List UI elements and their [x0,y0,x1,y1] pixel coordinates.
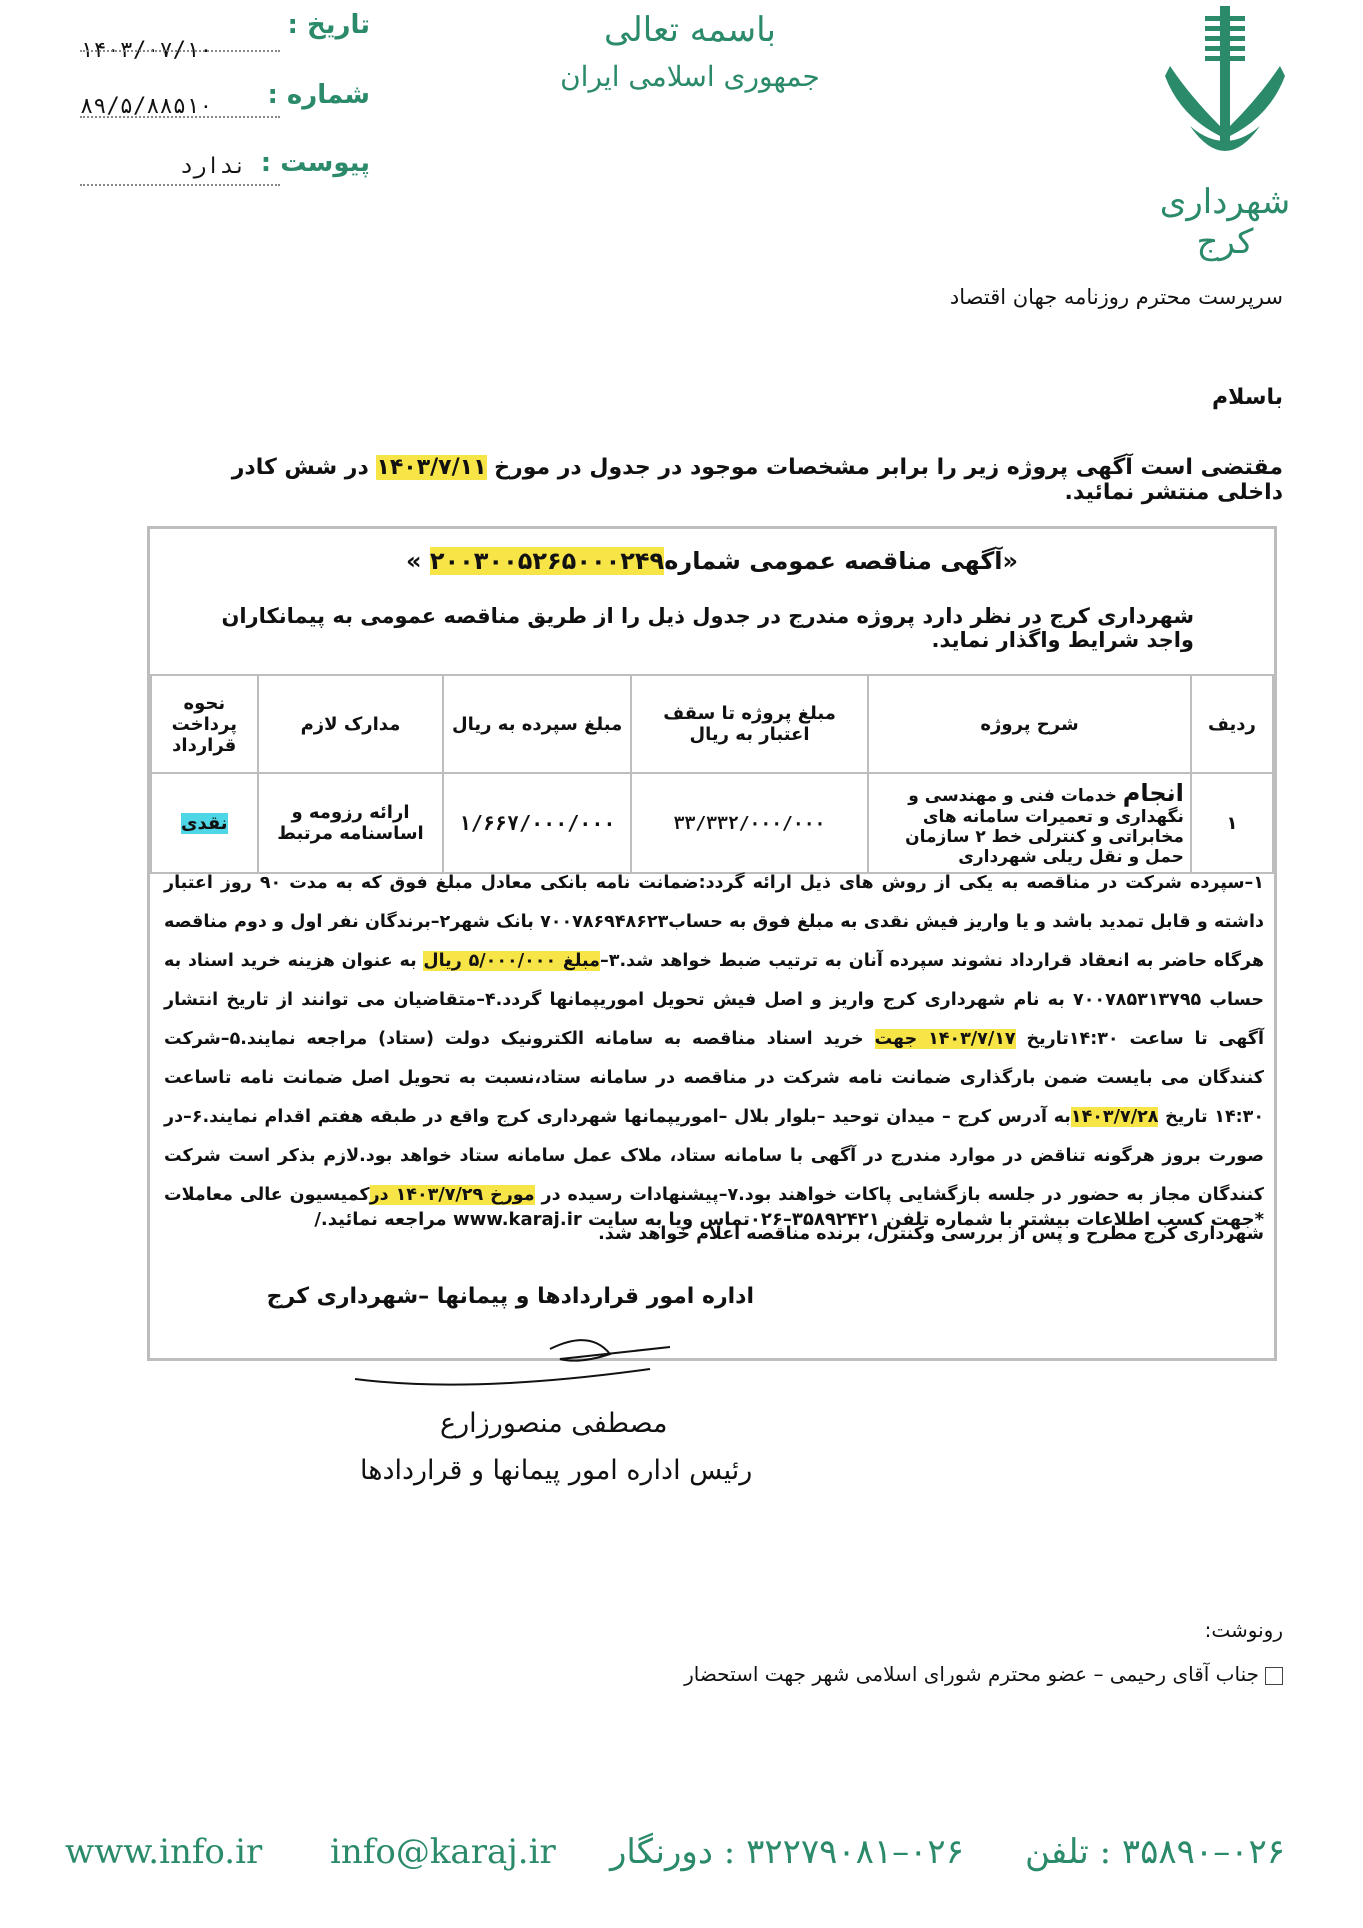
cell-description [868,773,1191,873]
karaj-municipality-logo [1130,6,1320,262]
date-underline [80,50,280,52]
publish-date-highlight: ۱۴۰۳/۷/۱۱ [376,455,487,480]
tender-table [150,674,1274,874]
tender-number-highlight: ۲۰۰۳۰۰۵۲۶۵۰۰۰۲۴۹ [429,547,665,575]
cond-text-5: کمیسیون عالی معاملات شهرداری کرج مطرح و پس از بررسی وکنترل، برنده مناقصه اعلام خواهد شد. [164,1185,1264,1244]
cell-budget: ۳۳/۳۳۲/۰۰۰/۰۰۰ [631,773,868,873]
number-value: ۸۹/۵/۸۸۵۱۰ [80,94,213,119]
attachment-label: پیوست : [260,148,370,178]
col-header-documents: مدارک لازم [258,675,444,773]
col-header-index: ردیف [1191,675,1273,773]
col-header-deposit: مبلغ سپرده به ریال [443,675,630,773]
table-header-row [151,675,1273,773]
attachment-field [80,148,370,188]
number-field [80,80,370,120]
cond-text-4: به آدرس کرج – میدان توحید –بلوار بلال –اموریپمانها شهرداری کرج واقع در طبقه هفتم اقدام نمایند.۶–در صورت بروز هرگونه تناقض در موارد مندرج در آگهی با سامانه ستاد، ملاک عمل سامانه ستاد خواهد بود.لازم بذکر است شرکت کنندگان مجاز به حضور در جلسه بازگشایی پاکات خواهند بود.۷–پیشنهادات رسیده در [164,1107,1264,1205]
cell-description-rest: خدمات فنی و مهندسی و نگهداری و تعمیرات سامانه های مخابراتی و کنترلی خط ۲ سازمان حمل و نقل ریلی شهرداری [905,786,1184,867]
fee-highlight: مبلغ ۵/۰۰۰/۰۰۰ ریال [423,951,601,971]
footer-fax: ۰۲۶–۳۲۲۷۹۰۸۱ : دورنگار [610,1832,964,1872]
cell-index: ۱ [1191,773,1273,873]
cell-description-lead: انجام [1122,779,1184,807]
request-text-2: در شش کادر داخلی منتشر نمائید. [231,455,1283,505]
signature-scribble [350,1329,770,1389]
signatory-title: رئیس اداره امور پیمانها و قراردادها [360,1455,753,1486]
cc-item [684,1662,1283,1686]
footer-website: www.info.ir [65,1832,263,1872]
guarantee-deadline-highlight: ۱۴۰۳/۷/۲۸ [1070,1107,1159,1127]
republic-title: جمهوری اسلامی ایران [560,60,820,93]
cond-text-3: خرید اسناد مناقصه به سامانه الکترونیک دولت (ستاد) مراجعه نمایند.۵–شرکت کنندگان می بایست ضمن بارگذاری ضمانت نامه شرکت در مناقصه در سامانه ستاد،نسبت به تحویل اصل ضمانت نامه تاساعت ۱۴:۳۰ تاریخ [164,1029,1265,1127]
attachment-value: ندارد [180,154,247,179]
signatory-name: مصطفی منصورزارع [440,1408,668,1439]
checkbox-icon [1265,1667,1283,1685]
cell-deposit: ۱/۶۶۷/۰۰۰/۰۰۰ [443,773,630,873]
table-row [151,773,1273,873]
col-header-payment: نحوه پرداخت قرارداد [151,675,258,773]
karaj-logo-icon [1150,6,1300,176]
request-text-1: مقتضی است آگهی پروژه زیر را برابر مشخصات موجود در جدول در مورخ [486,455,1283,480]
cc-label: رونوشت: [1204,1618,1283,1642]
contact-info: *جهت کسب اطلاعات بیشتر با شماره تلفن ۳۵۸۹۲۴۲۱–۰۲۶تماس ویا به سایت www.karaj.ir مراجعه نمائید./ [314,1209,1264,1230]
org-name: شهرداری کرج [1159,182,1291,262]
cond-text-1: ۱–سپرده شرکت در مناقصه به یکی از روش های ذیل ارائه گردد:ضمانت نامه بانکی معادل مبلغ فوق که به مدت ۹۰ روز اعتبار داشته و قابل تمدید باشد و یا واریز فیش نقدی به مبلغ فوق به حساب۷۰۰۷۸۶۹۴۸۶۲۳ بانک شهر۲–برندگان نفر اول و دوم مناقصه هرگاه حاضر به انعقاد قرارداد نشوند سپرده آنان به ترتیب ضبط خواهد شد.۳– [164,873,1265,971]
opening-date-highlight: مورخ ۱۴۰۳/۷/۲۹ در [369,1185,535,1205]
number-label: شماره : [267,80,370,110]
payment-highlight: نقدی [180,812,228,834]
number-underline [80,116,280,118]
department-name: اداره امور قراردادها و پیمانها –شهرداری کرج [266,1284,754,1309]
cell-payment [151,773,258,873]
date-label: تاریخ : [287,10,370,40]
notice-subtitle: شهرداری کرج در نظر دارد پروژه مندرج در جدول ذیل را از طریق مناقصه عمومی به پیمانکاران واجد شرایط واگذار نماید. [221,604,1194,652]
footer-email: info@karaj.ir [330,1832,556,1872]
tender-notice-box [147,526,1277,1361]
publish-request [163,455,1283,505]
cell-documents: ارائه رزومه و اساسنامه مرتبط [258,773,444,873]
cond-text-2: به عنوان هزینه خرید اسناد به حساب ۷۰۰۷۸۵۳۱۳۷۹۵ به نام شهرداری کرج واریز و اصل فیش تحویل اموریپمانها گردد.۴–متقاضیان می توانند از تاریخ انتشار آگهی تا ساعت ۱۴:۳۰تاریخ [164,951,1264,1049]
date-value: ۱۴۰۳/۰۷/۱۰ [80,38,213,63]
date-field [80,10,370,63]
cc-item-text: جناب آقای رحیمی – عضو محترم شورای اسلامی شهر جهت استحضار [684,1662,1259,1686]
attachment-underline [80,184,280,186]
footer-phone: ۰۲۶–۳۵۸۹۰ : تلفن [1025,1832,1285,1872]
greeting: باسلام [1212,385,1283,410]
tender-conditions [164,864,1264,1254]
purchase-deadline-highlight: ۱۴۰۳/۷/۱۷ جهت [874,1029,1016,1049]
notice-title-close: » [405,547,430,575]
col-header-description: شرح پروژه [868,675,1191,773]
notice-title [150,547,1274,575]
header-emblem [560,10,820,130]
col-header-budget: مبلغ پروژه تا سقف اعتبار به ریال [631,675,868,773]
notice-title-text: «آگهی مناقصه عمومی شماره [664,547,1019,575]
bismillah-calligraphy: باسمه تعالی [604,10,776,50]
recipient-line: سرپرست محترم روزنامه جهان اقتصاد [949,285,1283,309]
